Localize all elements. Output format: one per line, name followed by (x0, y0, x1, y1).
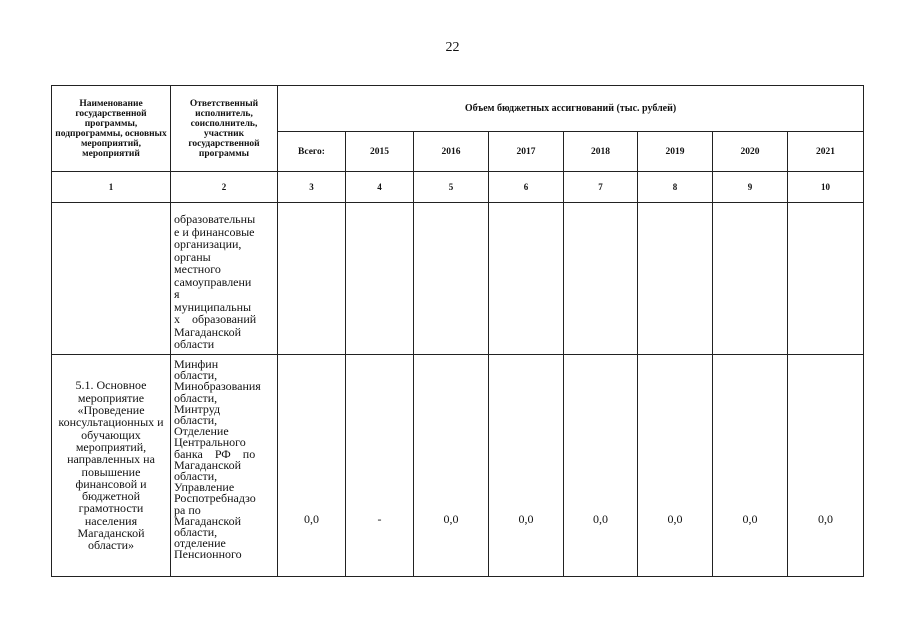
executor-line: отделение (174, 536, 226, 551)
value-cell: 0,0 (638, 355, 713, 577)
executor-line: ра по (174, 502, 201, 517)
value-cell: 0,0 (489, 355, 564, 577)
table-row (52, 203, 864, 355)
value-cell (489, 203, 564, 355)
value-cell (713, 203, 788, 355)
executor-line: Роспотребнадзо (174, 491, 256, 506)
value-cell (414, 203, 489, 355)
value-cell: 0,0 (713, 355, 788, 577)
value-cell (638, 203, 713, 355)
executor-line: Магаданской (174, 513, 242, 528)
page-number: 22 (445, 40, 460, 55)
header-year-2017: 2017 (489, 132, 564, 172)
executor-line: местного (174, 262, 221, 276)
value-cell: 0,0 (564, 355, 638, 577)
executor-line: организации, (174, 237, 242, 251)
header-year-2020: 2020 (713, 132, 788, 172)
header-total: Всего: (278, 132, 346, 172)
executor-line: е и финансовые (174, 224, 255, 239)
header-year-2021: 2021 (788, 132, 864, 172)
executor-line: я (174, 287, 180, 301)
executor-line: Отделение (174, 424, 229, 439)
value-cell: - (346, 355, 414, 577)
column-number-10: 10 (788, 172, 864, 203)
executor-line: банка РФ по (174, 446, 256, 461)
value-cell (564, 203, 638, 355)
value-cell: 0,0 (278, 355, 346, 577)
executor-line: Магаданской (174, 457, 242, 472)
executor-line: органы (174, 249, 211, 264)
header-year-2015: 2015 (346, 132, 414, 172)
column-number-6: 6 (489, 172, 564, 203)
table-row (52, 355, 864, 577)
executor-line: области, (174, 368, 218, 383)
executor-line: образовательны (174, 212, 256, 226)
header-year-2018: 2018 (564, 132, 638, 172)
executor-line: Управление (174, 480, 235, 495)
executor-line: Минфин (174, 357, 219, 371)
column-number-2: 2 (171, 172, 278, 203)
executor-line: области, (174, 525, 218, 540)
budget-table (51, 85, 864, 577)
value-cell (346, 203, 414, 355)
executor-line: Центрального (174, 435, 246, 450)
header-executor: Ответственный исполнитель, соисполнитель, участник государственной программы (171, 86, 278, 172)
header-year-2016: 2016 (414, 132, 489, 172)
executor-line: области, (174, 469, 218, 484)
row-executor-cell (171, 355, 278, 577)
executor-line: муниципальны (174, 299, 252, 314)
executor-line: области (174, 337, 215, 351)
column-number-8: 8 (638, 172, 713, 203)
executor-line: Минтруд (174, 401, 221, 416)
executor-line: Пенсионного (174, 547, 242, 562)
column-number-4: 4 (346, 172, 414, 203)
header-program-name: Наименование государственной программы, подпрограммы, основных мероприятий, мероприятий (52, 86, 171, 172)
executor-lines (174, 359, 274, 561)
value-cell (278, 203, 346, 355)
executor-line: области, (174, 390, 218, 405)
header-year-2019: 2019 (638, 132, 713, 172)
row-name-cell: 5.1. Основное мероприятие «Проведение консультационных и обучающих мероприятий, направленных на повышение финансовой и бюджетной грамотности населения Магаданской области» (52, 355, 171, 577)
executor-line: Минобразования (174, 379, 261, 394)
executor-line: х образований (174, 312, 257, 326)
value-cell: 0,0 (788, 355, 864, 577)
value-cell (788, 203, 864, 355)
column-number-1: 1 (52, 172, 171, 203)
executor-lines (174, 213, 274, 351)
column-number-7: 7 (564, 172, 638, 203)
row-executor-cell (171, 203, 278, 355)
header-budget-group: Объем бюджетных ассигнований (тыс. рублей) (278, 86, 864, 132)
column-number-3: 3 (278, 172, 346, 203)
column-number-5: 5 (414, 172, 489, 203)
value-cell: 0,0 (414, 355, 489, 577)
column-number-9: 9 (713, 172, 788, 203)
executor-line: области, (174, 413, 218, 428)
executor-line: самоуправлени (174, 274, 252, 289)
executor-line: Магаданской (174, 324, 242, 339)
row-name-cell (52, 203, 171, 355)
